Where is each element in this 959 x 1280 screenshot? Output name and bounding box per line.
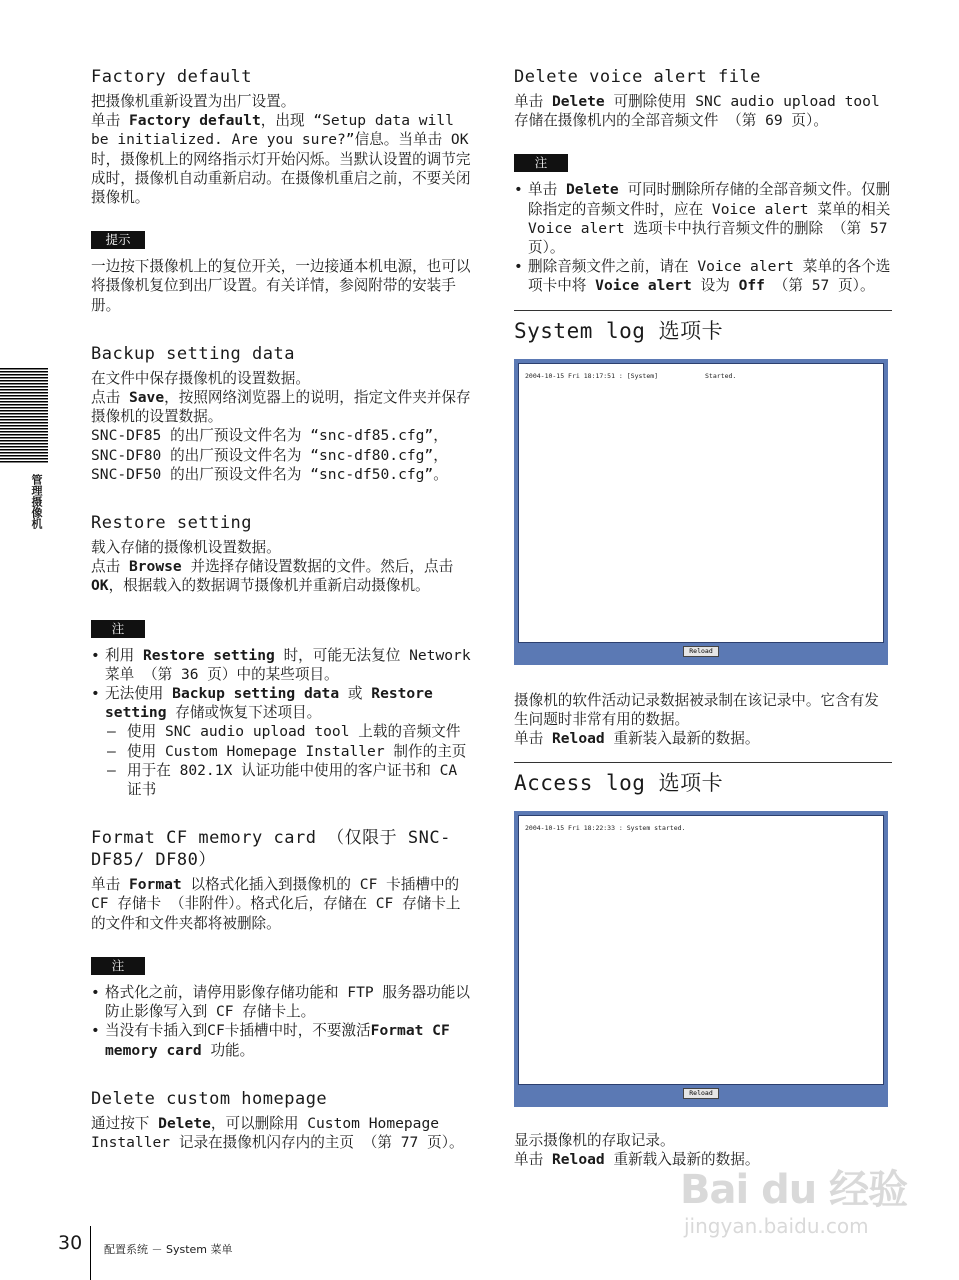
footer-text: 配置系统 － System 菜单 (104, 1243, 233, 1256)
reload-button[interactable]: Reload (683, 646, 719, 657)
note-item: • 单击 Delete 可同时删除所存储的全部音频文件。仅删除指定的音频文件时，应在 Voice alert 菜单的相关 Voice alert 选项卡中执行音频文件的删除 （第 57 页）。 (514, 180, 892, 257)
sub-item: – 用于在 802.1X 认证功能中使用的客户证书和 CA 证书 (105, 761, 471, 799)
paragraph: 单击 Delete 可删除使用 SNC audio upload tool 存储在摄像机内的全部音频文件 （第 69 页）。 (514, 93, 880, 130)
note-item: • 当没有卡插入到CF卡插槽中时，不要激活Format CF memory card 功能。 (91, 1021, 471, 1059)
log-line: 2004-10-15 Fri 18:22:33 : System started. (525, 824, 686, 833)
divider (514, 310, 892, 311)
note-tag: 注 (91, 620, 145, 638)
filename-line: SNC-DF85 的出厂预设文件名为 “snc-df85.cfg”， (91, 427, 448, 445)
note-list (514, 180, 892, 295)
note-item: • 删除音频文件之前，请在 Voice alert 菜单的各个选项卡中将 Voice alert 设为 Off （第 57 页）。 (514, 257, 892, 295)
section-factory-default (91, 66, 471, 315)
paragraph: 单击 Reload 重新载入最新的数据。 (514, 1151, 760, 1169)
hint-tag: 提示 (91, 231, 145, 249)
page-number: 30 (58, 1232, 83, 1254)
section-system-log (514, 315, 892, 749)
log-area (518, 815, 884, 1085)
section-title: Format CF memory card （仅限于 SNC-DF85/ DF80） (91, 828, 451, 871)
chapter-tab (0, 368, 48, 464)
paragraph: 载入存储的摄像机设置数据。 (91, 539, 281, 557)
sub-list (105, 722, 471, 799)
section-delete-homepage (91, 1088, 471, 1152)
section-title: Delete custom homepage (91, 1088, 328, 1109)
paragraph: 在文件中保存摄像机的设置数据。 (91, 369, 310, 387)
note-tag: 注 (514, 154, 568, 172)
note-list (91, 983, 471, 1060)
log-area (518, 363, 884, 643)
section-title: Backup setting data (91, 343, 295, 364)
note-item: • 无法使用 Backup setting data 或 Restore setting 存储或恢复下述项目。 – 使用 SNC audio upload tool 上载的音频文件 – 使用 Custom Homepage Installer 制作的主页 – 用于在 802.1X 认证功能中使用的客户证书和 CA 证书 (91, 684, 471, 799)
left-column (91, 66, 471, 1152)
paragraph: 单击 Reload 重新装入最新的数据。 (514, 730, 760, 748)
note-item: • 格式化之前，请停用影像存储功能和 FTP 服务器功能以防止影像写入到 CF 存储卡上。 (91, 983, 471, 1021)
watermark-logo: Bai du 经验 (680, 1167, 908, 1213)
hint-text: 一边按下摄像机上的复位开关，一边接通本机电源，也可以将摄像机复位到出厂设置。有关详情，参阅附带的安装手册。 (91, 258, 471, 314)
reload-button[interactable]: Reload (683, 1088, 719, 1099)
section-title: Delete voice alert file (514, 67, 761, 87)
access-log-screenshot (514, 811, 888, 1107)
paragraph: 通过按下 Delete，可以删除用 Custom Homepage Installer 记录在摄像机闪存内的主页 （第 77 页）。 (91, 1114, 464, 1151)
section-access-log (514, 767, 892, 1169)
section-title: Factory default (91, 67, 253, 87)
note-tag: 注 (91, 957, 145, 975)
filename-line: SNC-DF80 的出厂预设文件名为 “snc-df80.cfg”， (91, 446, 448, 464)
filename-line: SNC-DF50 的出厂预设文件名为 “snc-df50.cfg”。 (91, 465, 448, 483)
tab-section-title: Access log 选项卡 (514, 771, 724, 796)
section-backup (91, 343, 471, 484)
system-log-screenshot (514, 359, 888, 665)
divider (514, 762, 892, 763)
footer-divider (90, 1226, 91, 1280)
paragraph: 点击 Save，按照网络浏览器上的说明，指定文件夹并保存摄像机的设置数据。 (91, 389, 471, 426)
note-item: • 利用 Restore setting 时，可能无法复位 Network 菜单 （第 36 页）中的某些项目。 (91, 646, 471, 684)
paragraph: 单击 Factory default，出现 “Setup data will be initialized. Are you sure?”信息。当单击 OK 时，摄像机上的网络指示灯开始闪烁。当默认设置的调节完成时，摄像机自动重新启动。在摄像机重启之前，不要关闭摄像机。 (91, 112, 471, 207)
paragraph: 点击 Browse 并选择存储设置数据的文件。然后，点击 OK，根据载入的数据调节摄像机并重新启动摄像机。 (91, 558, 454, 595)
right-column (514, 66, 892, 1170)
section-delete-voice (514, 66, 892, 296)
paragraph: 显示摄像机的存取记录。 (514, 1132, 675, 1150)
tab-section-title: System log 选项卡 (514, 318, 724, 343)
watermark-url: jingyan.baidu.com (684, 1214, 869, 1238)
paragraph: 把摄像机重新设置为出厂设置。 (91, 93, 296, 110)
section-title: Restore setting (91, 513, 253, 534)
section-restore (91, 512, 471, 799)
sub-item: – 使用 Custom Homepage Installer 制作的主页 (105, 742, 471, 761)
log-line: 2004-10-15 Fri 18:17:51 : [System] Started. (525, 371, 737, 380)
sub-item: – 使用 SNC audio upload tool 上载的音频文件 (105, 722, 471, 741)
section-format-cf (91, 827, 471, 1059)
paragraph: 摄像机的软件活动记录数据被录制在该记录中。它含有发生问题时非常有用的数据。 (514, 691, 879, 728)
chapter-label: 管理摄像机 (30, 474, 43, 529)
paragraph: 单击 Format 以格式化插入到摄像机的 CF 卡插槽中的 CF 存储卡 （非附件）。格式化后，存储在 CF 存储卡上的文件和文件夹都将被删除。 (91, 876, 461, 932)
note-list (91, 646, 471, 800)
